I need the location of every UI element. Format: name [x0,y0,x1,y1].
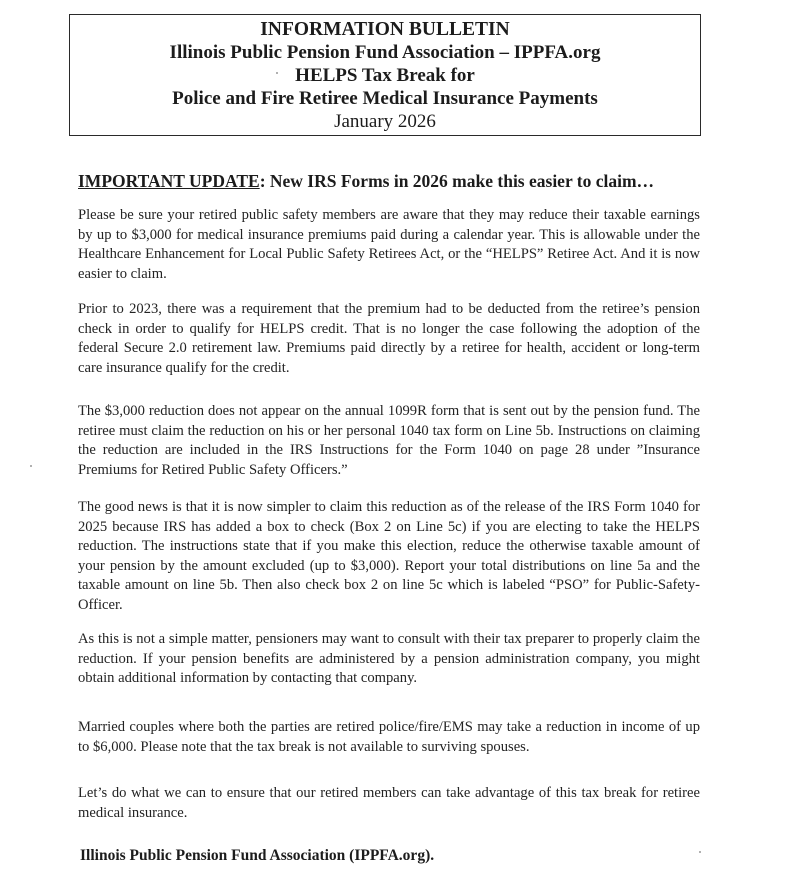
important-update-heading [78,170,700,192]
paragraph-good-news: The good news is that it is now simpler to claim this reduction as of the release of the IRS Form 1040 for 2025 because IRS has added a box to check (Box 2 on Line 5c) if you are electing to take the HELPS reduction. The instructions state that if you make this election, reduce the otherwise taxable amount of your pension by the amount excluded (up to $3,000). Report your total distributions on line 5a and the taxable amount on line 5b. Then also check box 2 on line 5c which is labeled “PSO” for Public-Safety-Officer. [78,499,700,613]
bulletin-title-box [69,14,701,136]
bulletin-body [78,170,700,821]
important-update-label: IMPORTANT UPDATE [78,171,260,191]
organization-name: Illinois Public Pension Fund Association – IPPFA.org [169,42,601,63]
bulletin-heading: INFORMATION BULLETIN [260,19,510,40]
scan-speck [276,72,278,74]
bulletin-subject-continued: Police and Fire Retiree Medical Insurance Payments [172,88,598,109]
bulletin-subject: HELPS Tax Break for [295,65,475,86]
bulletin-date: January 2026 [334,111,436,132]
paragraph-tax-preparer: As this is not a simple matter, pensioners may want to consult with their tax preparer to properly claim the reduction. If your pension benefits are administered by a pension administration company, you might obtain additional information by contacting that company. [78,631,700,687]
scan-speck [30,465,32,467]
paragraph-1099r: The $3,000 reduction does not appear on the annual 1099R form that is sent out by the pension fund. The retiree must claim the reduction on his or her personal 1040 tax form on Line 5b. Instructions on claiming the reduction are included in the IRS Instructions for the Form 1040 on page 28 under ”Insurance Premiums for Retired Public Safety Officers.” [78,403,700,478]
scan-speck [699,851,701,853]
paragraph-married-couples: Married couples where both the parties are retired police/fire/EMS may take a reduction in income of up to $6,000. Please note that the tax break is not available to surviving spouses. [78,719,700,755]
paragraph-closing: Let’s do what we can to ensure that our retired members can take advantage of this tax break for retiree medical insurance. [78,785,700,821]
paragraph-secure-2-0: Prior to 2023, there was a requirement that the premium had to be deducted from the retiree’s pension check in order to qualify for HELPS credit. That is no longer the case following the adoption of the federal Secure 2.0 retirement law. Premiums paid directly by a retiree for health, accident or long-term care insurance qualify for the credit. [78,301,700,376]
important-update-text: : New IRS Forms in 2026 make this easier to claim… [259,171,655,191]
paragraph-helps-overview: Please be sure your retired public safety members are aware that they may reduce their taxable earnings by up to $3,000 for medical insurance premiums paid during a calendar year. This is allowable under the Healthcare Enhancement for Local Public Safety Retirees Act, or the “HELPS” Retiree Act. And it is now easier to claim. [78,207,700,282]
signature-line: Illinois Public Pension Fund Association (IPPFA.org). [80,847,435,864]
